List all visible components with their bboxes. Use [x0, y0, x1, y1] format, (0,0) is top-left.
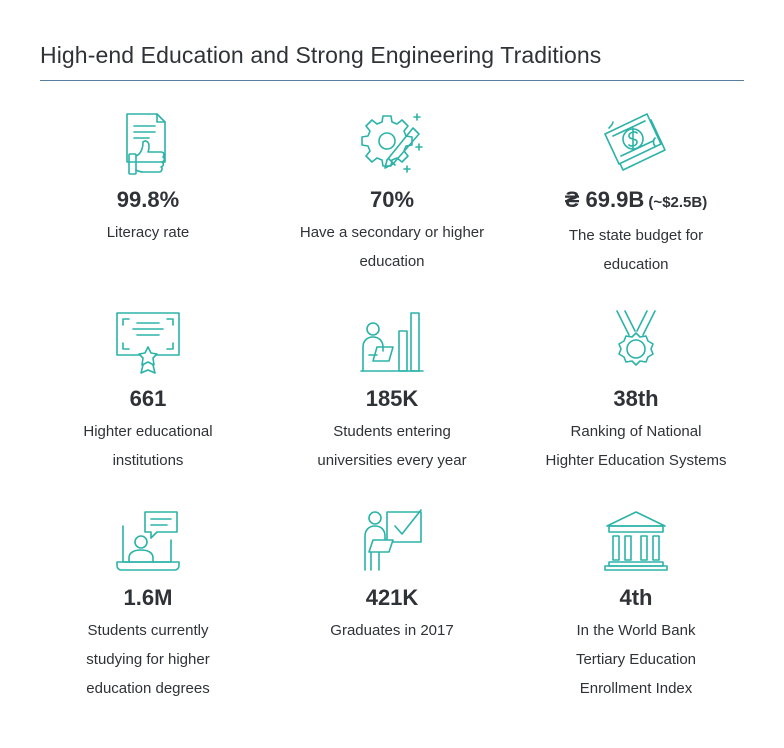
- document-thumbs-up-icon: [115, 110, 181, 176]
- stat-label: Literacy rate: [106, 224, 190, 241]
- stat-state-budget: [514, 110, 758, 279]
- student-growth-chart-icon: [359, 309, 425, 375]
- stat-ranking: [514, 309, 758, 475]
- stat-literacy: [26, 110, 270, 247]
- medal-icon: [603, 309, 669, 375]
- stat-label: Graduates in 2017: [330, 622, 454, 639]
- stat-value: 70%: [369, 187, 415, 212]
- stat-value: 185K: [365, 386, 419, 411]
- stat-label: Highter educational institutions: [83, 423, 213, 469]
- university-building-icon: [603, 508, 669, 574]
- stat-students-currently: [26, 508, 270, 703]
- stat-label: Ranking of National Highter Education Systems: [545, 423, 727, 469]
- stat-value: 661: [129, 386, 167, 411]
- stat-value: ₴ 69.9B (~$2.5B): [564, 187, 708, 212]
- stat-value: 99.8%: [116, 187, 180, 212]
- page-title: High-end Education and Strong Engineering Traditions: [40, 42, 602, 68]
- stat-label: Students currently studying for higher education degrees: [86, 622, 210, 697]
- stat-world-bank-index: [514, 508, 758, 703]
- graduate-checkmark-board-icon: [359, 508, 425, 574]
- stat-institutions: [26, 309, 270, 475]
- stat-value: 4th: [619, 585, 653, 610]
- gear-pencil-icon: [359, 110, 425, 176]
- money-bills-icon: [603, 110, 669, 176]
- stat-value: 1.6M: [123, 585, 173, 610]
- stat-value: 38th: [613, 386, 659, 411]
- stat-label: Students entering universities every year: [317, 423, 467, 469]
- stat-label: Have a secondary or higher education: [299, 224, 485, 270]
- laptop-video-chat-icon: [115, 508, 181, 574]
- stat-label: In the World Bank Tertiary Education Enrollment Index: [575, 622, 697, 697]
- certificate-icon: [115, 309, 181, 375]
- stat-label: The state budget for education: [568, 227, 704, 273]
- stat-value-suffix: (~$2.5B): [644, 194, 708, 211]
- stat-secondary-education: [270, 110, 514, 276]
- stat-value: 421K: [365, 585, 419, 610]
- stat-graduates: [270, 508, 514, 645]
- stat-students-entering: [270, 309, 514, 475]
